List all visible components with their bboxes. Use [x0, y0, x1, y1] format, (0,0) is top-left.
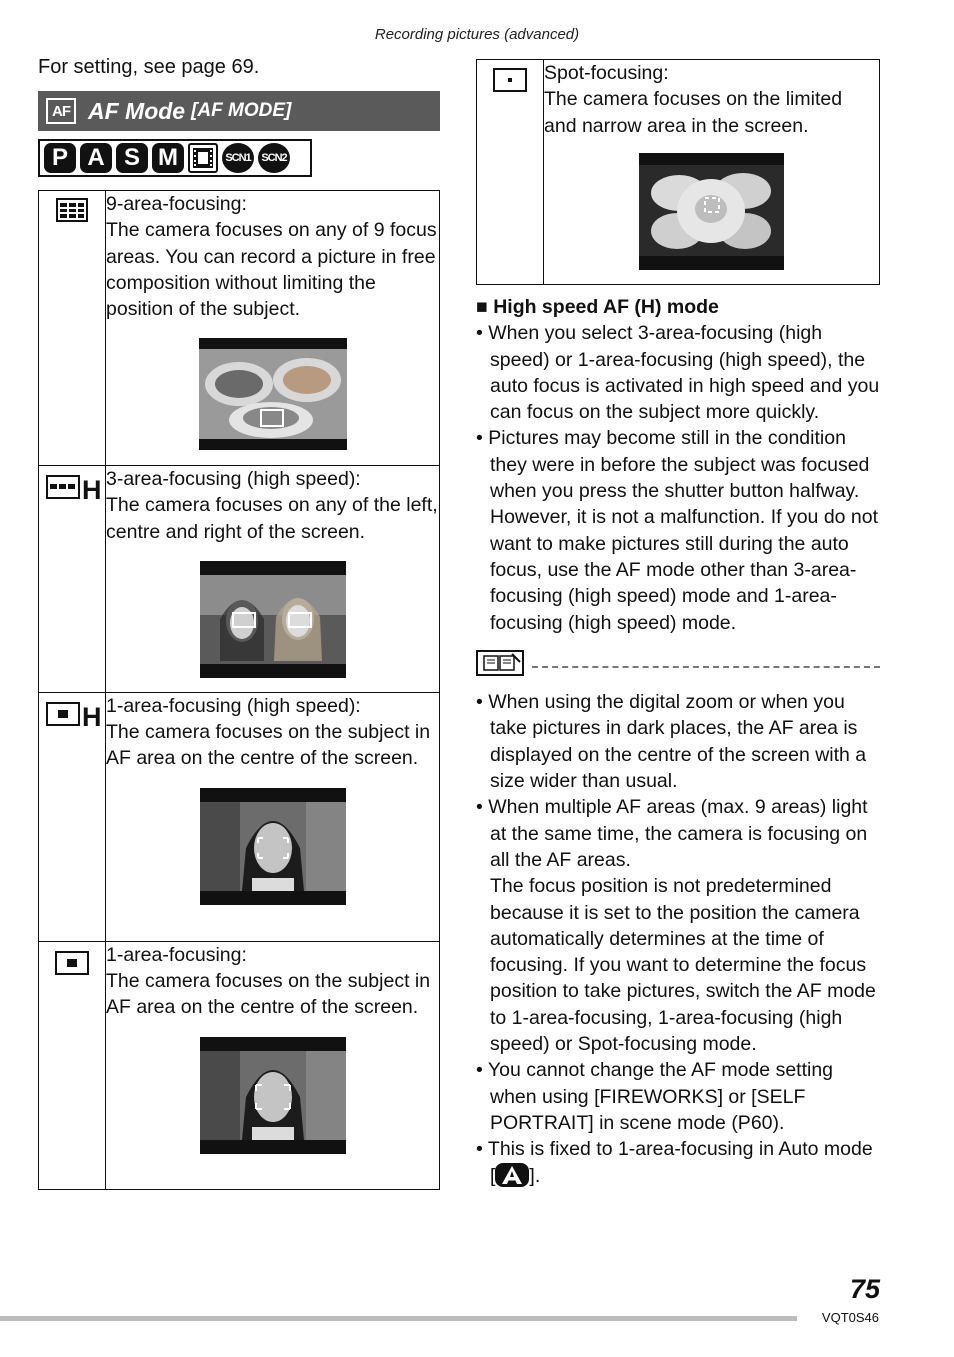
- notes-list: [476, 689, 880, 1194]
- three-area-text: 3-area-focusing (high speed): The camera focuses on any of the left, centre and right of the screen.: [106, 468, 438, 543]
- table-row-text-cell: [106, 692, 440, 941]
- table-row-icon-cell: [39, 941, 106, 1189]
- footer-rule: [0, 1316, 797, 1321]
- af-icon: AF: [46, 98, 76, 124]
- one-area-text: 1-area-focusing: The camera focuses on the subject in AF area on the centre of the screen.: [106, 943, 431, 1019]
- shutter-mode-icon: S: [116, 143, 148, 173]
- note-separator: [476, 650, 880, 683]
- table-row-text-cell: [106, 466, 440, 693]
- document-code: VQT0S46: [821, 1310, 879, 1325]
- two-girls-photo: [200, 561, 346, 678]
- scene2-mode-icon: SCN2: [258, 143, 290, 173]
- section-subtitle: [AF MODE]: [191, 100, 292, 121]
- manual-mode-icon: M: [152, 143, 184, 173]
- mode-icons: [38, 139, 312, 177]
- svg-text:H: H: [82, 701, 102, 732]
- high-speed-section: [476, 294, 880, 1194]
- portrait-photo-2: [200, 1037, 346, 1154]
- running-header: Recording pictures (advanced): [374, 26, 580, 43]
- one-area-high-speed-icon: [46, 700, 102, 733]
- table-row-icon-cell: [477, 60, 544, 285]
- flower-photo: [639, 153, 784, 270]
- spot-focus-table: [476, 59, 880, 285]
- table-row-icon-cell: [39, 692, 106, 941]
- svg-text:H: H: [82, 475, 102, 505]
- table-row-text-cell: [544, 60, 880, 285]
- list-item: • When you select 3-area-focusing (high speed) or 1-area-focusing (high speed), the auto focus is activated in high speed and you can focus on the subject more quickly.: [476, 320, 880, 425]
- auto-mode-text: This is fixed to 1-area-focusing in Auto mode [: [487, 1138, 873, 1187]
- high-speed-list: [476, 320, 880, 636]
- food-photo: [199, 338, 347, 450]
- table-row-text-cell: [106, 191, 440, 466]
- program-mode-icon: P: [44, 143, 76, 173]
- page-number: 75: [849, 1274, 880, 1304]
- list-item: • When multiple AF areas (max. 9 areas) light at the same time, the camera is focusing on all the AF areas. The focus position is not predetermined because it is set to the position the camera automatically determines at the time of focusing. If you want to determine the focus position to take pictures, switch the AF mode to 1-area-focusing, 1-area-focusing (high speed) or Spot-focusing mode.: [476, 794, 880, 1057]
- section-title-bar: [38, 91, 440, 131]
- list-item: • You cannot change the AF mode setting when using [FIREWORKS] or [SELF PORTRAIT] in scene mode (P60).: [476, 1057, 880, 1136]
- af-mode-table: [38, 190, 440, 1190]
- motion-picture-icon: [188, 143, 218, 173]
- table-row-text-cell: [106, 941, 440, 1189]
- three-area-high-speed-icon: [46, 473, 102, 506]
- note-icon: [476, 650, 524, 683]
- scene1-mode-icon: SCN1: [222, 143, 254, 173]
- portrait-photo-1: [200, 788, 346, 905]
- nine-area-icon: [56, 198, 88, 227]
- list-item: [476, 1136, 880, 1194]
- high-speed-heading: ■ High speed AF (H) mode: [476, 296, 719, 318]
- spot-icon: [493, 68, 527, 97]
- dashed-line: [532, 666, 880, 668]
- list-item: • Pictures may become still in the condition they were in before the subject was focused when you press the shutter button halfway. However, it is not a malfunction. If you do not want to make pictures still during the auto focus, use the AF mode other than 3-area-focusing (high speed) mode and 1-area-focusing (high speed) mode.: [476, 425, 880, 635]
- table-row-icon-cell: [39, 191, 106, 466]
- spot-text: Spot-focusing: The camera focuses on the limited and narrow area in the screen.: [544, 62, 843, 137]
- auto-mode-suffix: ].: [529, 1164, 541, 1187]
- intro-text: For setting, see page 69.: [38, 56, 260, 78]
- section-title: AF Mode: [88, 97, 186, 124]
- nine-area-text: 9-area-focusing: The camera focuses on any of 9 focus areas. You can record a picture in free composition without limiting the position of the subject.: [106, 193, 437, 321]
- intelligent-auto-icon: [495, 1163, 529, 1194]
- aperture-mode-icon: A: [80, 143, 112, 173]
- table-row-icon-cell: [39, 466, 106, 693]
- one-area-high-speed-text: 1-area-focusing (high speed): The camera focuses on the subject in AF area on the centre of the screen.: [106, 694, 431, 770]
- one-area-icon: [55, 949, 89, 982]
- list-item: • When using the digital zoom or when you take pictures in dark places, the AF area is displayed on the centre of the screen with a size wider than usual.: [476, 689, 880, 794]
